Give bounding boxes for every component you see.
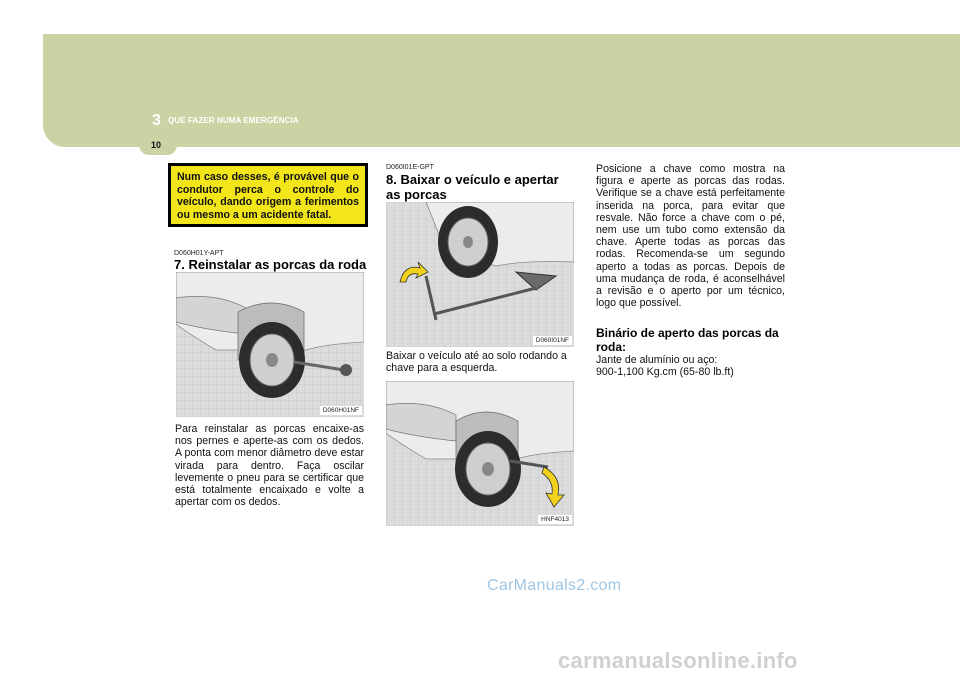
tighten-nuts-illustration — [386, 381, 574, 526]
chapter-title: QUE FAZER NUMA EMERGÊNCIA — [168, 116, 299, 125]
watermark-carmanuals2: CarManuals2.com — [487, 577, 622, 594]
reinstall-nuts-illustration — [176, 272, 364, 417]
section-7-body: Para reinstalar as porcas encaixe-as nos pernes e aperte-as com os dedos. A ponta com menor diâmetro deve estar virada para dentro. Faça oscilar levemente o pneu para se certificar que está totalmente encaixado e volte a apertar com os dedos. — [175, 423, 364, 509]
section-8-caption: Baixar o veículo até ao solo rodando a chave para a esquerda. — [386, 350, 567, 375]
figure-lower-vehicle — [386, 202, 574, 347]
section-7-title: 7. Reinstalar as porcas da roda — [174, 257, 367, 272]
section-7-code: D060H01Y-APT — [174, 250, 224, 257]
figure-tighten-nuts — [386, 381, 574, 526]
figure-label: D060H01NF — [320, 406, 362, 415]
torque-line-1: Jante de alumínio ou aço: — [596, 354, 718, 366]
figure-label: HNF4013 — [538, 515, 572, 524]
chapter-number: 3 — [152, 112, 161, 129]
header-band — [43, 34, 960, 147]
torque-line-2: 900-1,100 Kg.cm (65-80 lb.ft) — [596, 366, 734, 378]
torque-heading: Binário de aperto das porcas da roda: — [596, 326, 779, 354]
figure-label: D060I01NF — [533, 336, 572, 345]
section-8-code: D060I01E-GPT — [386, 164, 434, 171]
warning-box: Num caso desses, é provável que o condutor perca o controle do veículo, dando origem a ferimentos ou mesmo a um acidente fatal. — [168, 163, 368, 227]
section-8-title: 8. Baixar o veículo e apertar as porcas — [386, 172, 559, 202]
lower-vehicle-illustration — [386, 202, 574, 347]
right-column-body: Posicione a chave como mostra na figura e aperte as porcas das rodas. Verifique se a chave está perfeitamente inserida na porca, para evitar que resvale. Não force a chave com o pé, nem use um tubo como extensão da chave. Aperte todas as porcas das rodas. Recomenda-se um segundo aperto a todas as porcas. Depois de uma mudança de roda, é aconselhável a revisão e o aperto por um técnico, logo que possível. — [596, 163, 785, 310]
page-number: 10 — [151, 140, 162, 150]
figure-reinstall-nuts — [176, 272, 364, 417]
watermark-carmanualsonline: carmanualsonline.info — [558, 648, 798, 673]
